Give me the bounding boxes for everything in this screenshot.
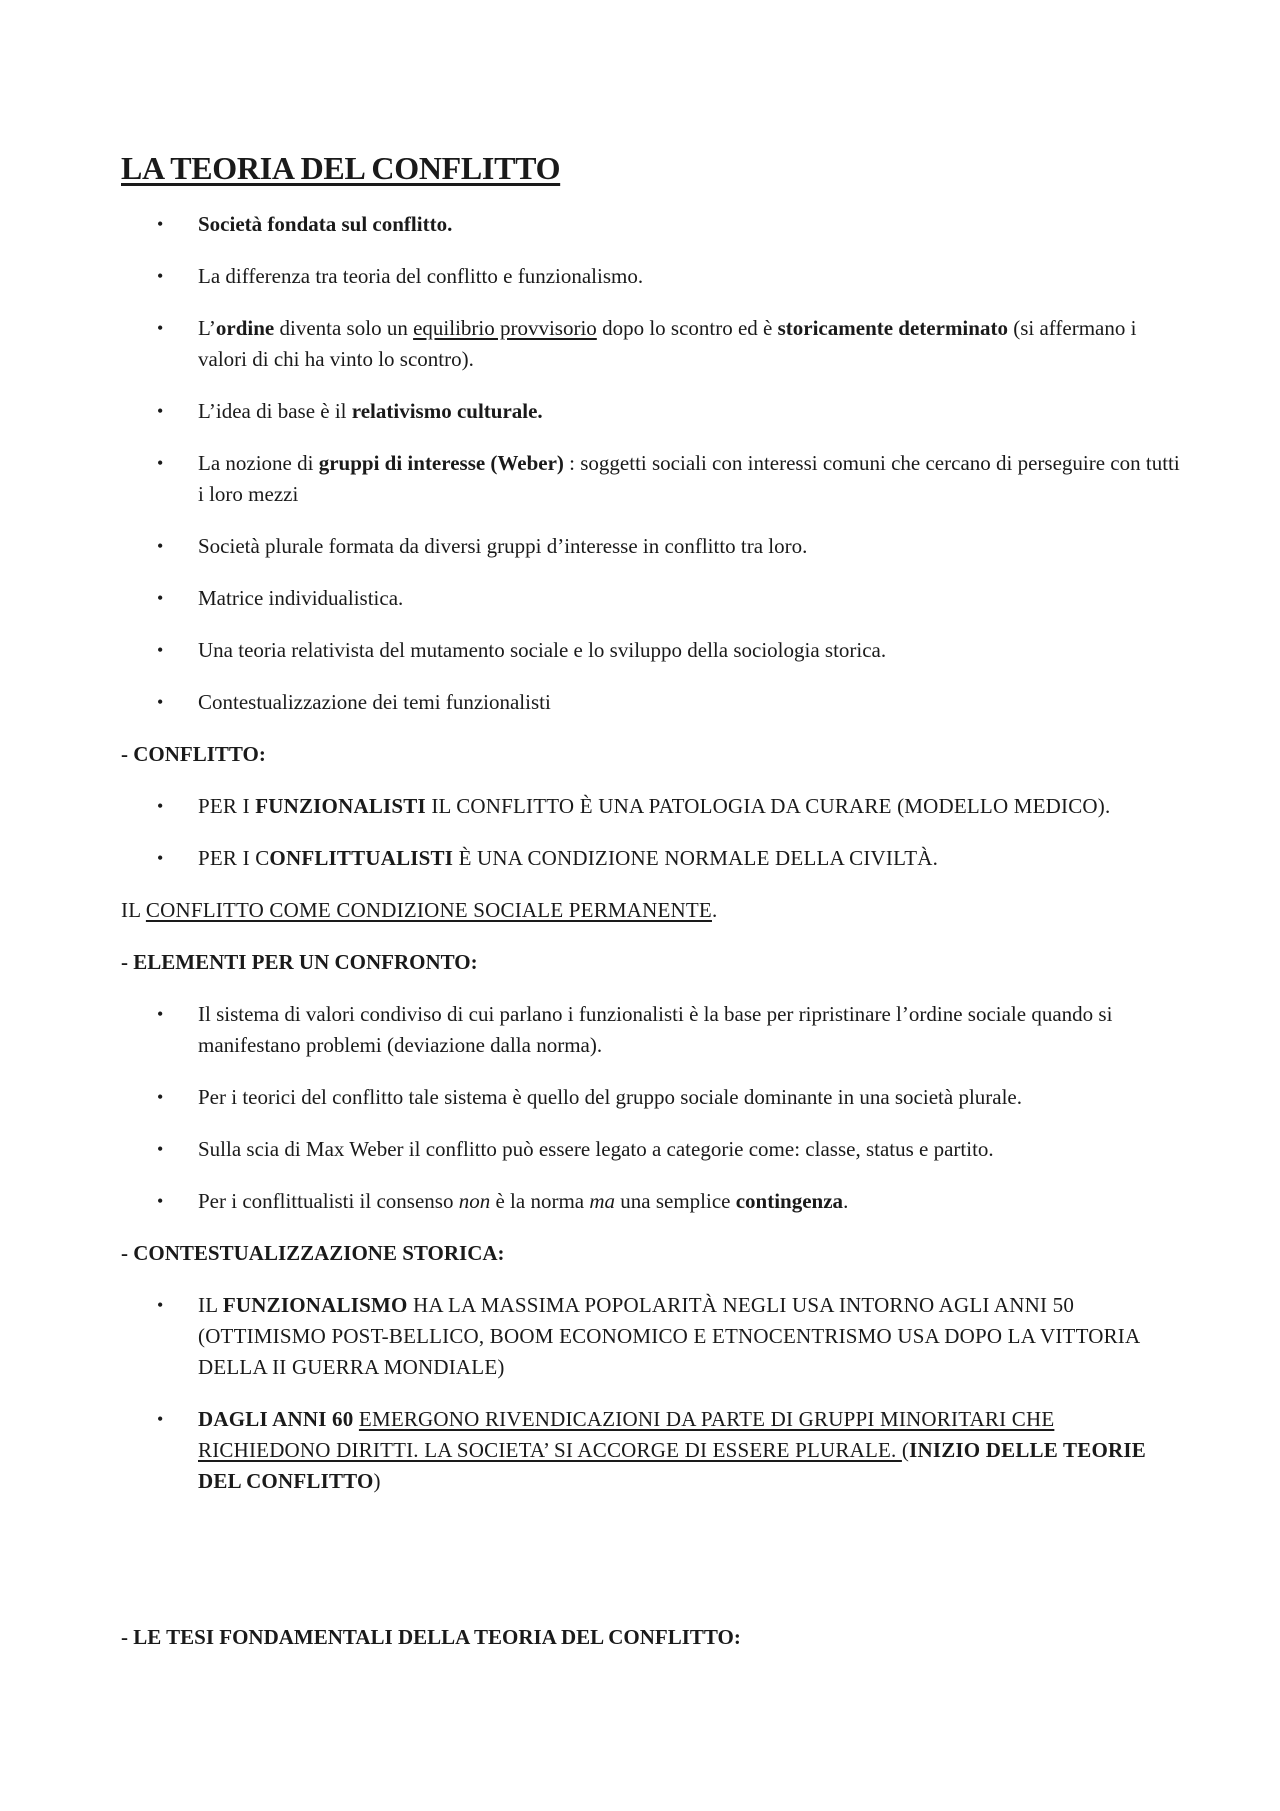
list-item: • Contestualizzazione dei temi funzionalisti bbox=[121, 687, 1181, 718]
list-item: • Per i conflittualisti il consenso non è la norma ma una semplice contingenza. bbox=[121, 1186, 1181, 1217]
section-heading-elementi: - ELEMENTI PER UN CONFRONTO: bbox=[121, 950, 478, 974]
bullet-icon: • bbox=[157, 1191, 164, 1211]
bullet-icon: • bbox=[157, 640, 164, 660]
list-item: • L’idea di base è il relativismo culturale. bbox=[121, 396, 1181, 427]
list-item: • Il sistema di valori condiviso di cui parlano i funzionalisti è la base per ripristinare l’ordine sociale quando si manifestano problemi (deviazione dalla norma). bbox=[121, 999, 1181, 1061]
section-heading-conflitto: - CONFLITTO: bbox=[121, 742, 266, 766]
list-item: • DAGLI ANNI 60 EMERGONO RIVENDICAZIONI DA PARTE DI GRUPPI MINORITARI CHE RICHIEDONO DIRITTI. LA SOCIETA’ SI ACCORGE DI ESSERE PLURALE. (INIZIO DELLE TEORIE DEL CONFLITTO) bbox=[121, 1404, 1181, 1497]
bullet-icon: • bbox=[157, 1087, 164, 1107]
list-item: • Società plurale formata da diversi gruppi d’interesse in conflitto tra loro. bbox=[121, 531, 1181, 562]
section-heading-storica: - CONTESTUALIZZAZIONE STORICA: bbox=[121, 1241, 505, 1265]
list-item: • PER I FUNZIONALISTI IL CONFLITTO È UNA PATOLOGIA DA CURARE (MODELLO MEDICO). bbox=[121, 791, 1181, 822]
list-item: • Una teoria relativista del mutamento sociale e lo sviluppo della sociologia storica. bbox=[121, 635, 1181, 666]
bullet-icon: • bbox=[157, 401, 164, 421]
elementi-list bbox=[121, 999, 1181, 1217]
list-item: • La nozione di gruppi di interesse (Weber) : soggetti sociali con interessi comuni che cercano di perseguire con tutti i loro mezzi bbox=[121, 448, 1181, 510]
intro-list bbox=[121, 209, 1181, 718]
bullet-icon: • bbox=[157, 214, 164, 234]
bullet-icon: • bbox=[157, 796, 164, 816]
list-item: • Matrice individualistica. bbox=[121, 583, 1181, 614]
vertical-spacer bbox=[121, 1518, 1181, 1622]
section-heading-tesi: - LE TESI FONDAMENTALI DELLA TEORIA DEL CONFLITTO: bbox=[121, 1625, 741, 1649]
bullet-icon: • bbox=[157, 453, 164, 473]
list-item: • Società fondata sul conflitto. bbox=[121, 209, 1181, 240]
storica-list bbox=[121, 1290, 1181, 1497]
bullet-icon: • bbox=[157, 1409, 164, 1429]
document-body bbox=[121, 150, 1181, 1674]
bullet-icon: • bbox=[157, 536, 164, 556]
bullet-icon: • bbox=[157, 1004, 164, 1024]
conflitto-list bbox=[121, 791, 1181, 874]
bullet-icon: • bbox=[157, 318, 164, 338]
bullet-icon: • bbox=[157, 588, 164, 608]
list-item: • Sulla scia di Max Weber il conflitto può essere legato a categorie come: classe, status e partito. bbox=[121, 1134, 1181, 1165]
list-item: • PER I CONFLITTUALISTI È UNA CONDIZIONE NORMALE DELLA CIVILTÀ. bbox=[121, 843, 1181, 874]
conflitto-statement: IL CONFLITTO COME CONDIZIONE SOCIALE PERMANENTE. bbox=[121, 898, 718, 922]
page-title: LA TEORIA DEL CONFLITTO bbox=[121, 150, 561, 186]
bullet-icon: • bbox=[157, 266, 164, 286]
bullet-icon: • bbox=[157, 1295, 164, 1315]
list-item: • IL FUNZIONALISMO HA LA MASSIMA POPOLARITÀ NEGLI USA INTORNO AGLI ANNI 50 (OTTIMISMO POST-BELLICO, BOOM ECONOMICO E ETNOCENTRISMO USA DOPO LA VITTORIA DELLA II GUERRA MONDIALE) bbox=[121, 1290, 1181, 1383]
list-item: • Per i teorici del conflitto tale sistema è quello del gruppo sociale dominante in una società plurale. bbox=[121, 1082, 1181, 1113]
bullet-icon: • bbox=[157, 1139, 164, 1159]
list-item: • L’ordine diventa solo un equilibrio provvisorio dopo lo scontro ed è storicamente determinato (si affermano i valori di chi ha vinto lo scontro). bbox=[121, 313, 1181, 375]
list-item: • La differenza tra teoria del conflitto e funzionalismo. bbox=[121, 261, 1181, 292]
bullet-icon: • bbox=[157, 692, 164, 712]
bullet-icon: • bbox=[157, 848, 164, 868]
